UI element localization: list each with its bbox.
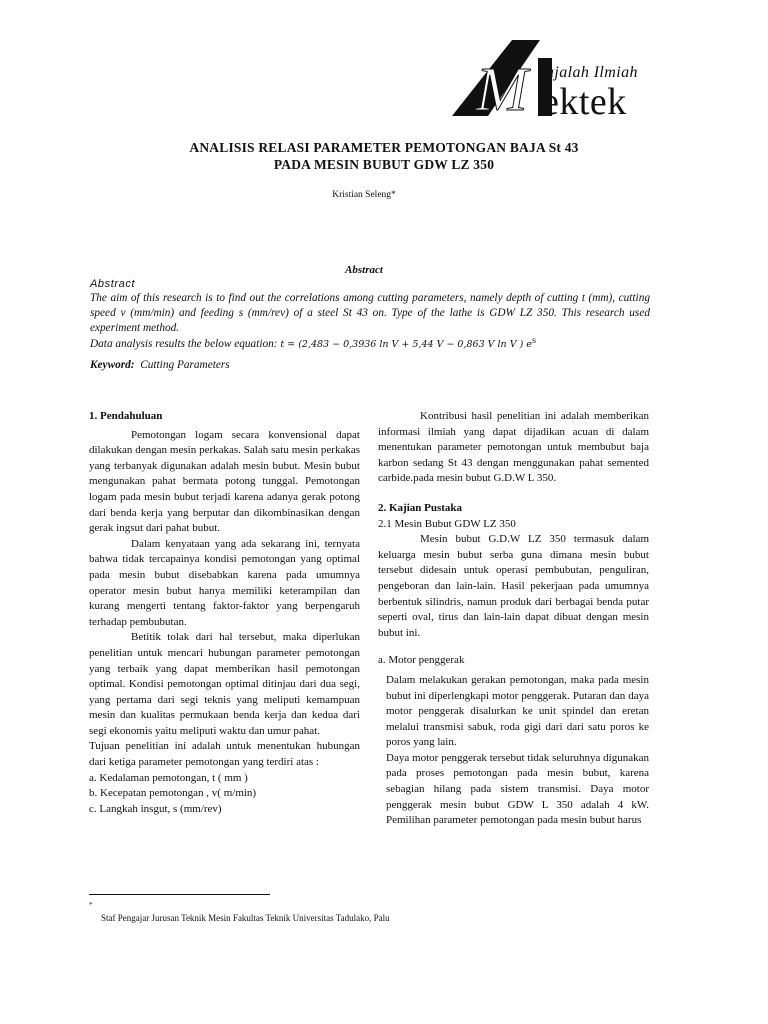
paper-title-line1: ANALISIS RELASI PARAMETER PEMOTONGAN BAJA St 43 bbox=[189, 140, 579, 155]
abstract-body bbox=[90, 291, 650, 352]
keyword-value: Cutting Parameters bbox=[140, 359, 230, 371]
paragraph: Pemotongan logam secara konvensional dapat dilakukan dengan mesin perkakas. Salah satu mesin perkakas yang terbanyak digunakan adalah mesin bubut. Mesin bubut mengunakan pahat bermata potong tunggal. Pemotongan logam pada mesin bubut terjadi karena adanya gerak potong dari benda kerja yang berputar dan dikombinasikan dengan gerak ingsut dari pahat bubut. bbox=[89, 428, 360, 535]
section-heading-pendahuluan: 1. Pendahuluan bbox=[89, 410, 163, 422]
paper-title-line2: PADA MESIN BUBUT GDW LZ 350 bbox=[273, 157, 495, 172]
left-column bbox=[89, 409, 360, 817]
abstract-label: Abstract bbox=[90, 278, 136, 290]
equation-intro: Data analysis results the below equation: bbox=[90, 338, 278, 351]
footnote-text: Staf Pengajar Jurusan Teknik Mesin Fakultas Teknik Universitas Tadulako, Palu bbox=[101, 913, 390, 923]
paragraph: Mesin bubut G.D.W LZ 350 termasuk dalam keluarga mesin bubut serba guna dimana mesin bubut tersebut didesain untuk operasi pembubutan, penguliran, pengeboran dan lain-lain. Hasil pekerjaan pada umumnya berbentuk silindris, namun produk dari berbagai benda putar seperti oval, tirus dan lain-lain dapat dibuat dengan mesin bubut ini. bbox=[378, 533, 649, 639]
journal-subtitle: ajalah Ilmiah bbox=[546, 64, 638, 81]
list-item: a. Kedalaman pemotongan, t ( mm ) bbox=[89, 771, 248, 784]
paragraph: Dalam kenyataan yang ada sekarang ini, ternyata bahwa tidak tercapainya kondisi pemotongan yang optimal pada mesin bubut disebabkan karena pada umumnya operator mesin bubut hanya memiliki keterampilan dan kurang mengerti tentang faktor-faktor yang berpengaruh terhadap pembubutan. bbox=[89, 537, 360, 628]
equation-sup: s bbox=[531, 336, 536, 345]
paragraph: Dalam melakukan gerakan pemotongan, maka pada mesin bubut ini diperlengkapi motor penggerak. Putaran dan daya motor penggerak disalurkan ke unit spindel dan eretan melalui transmisi sabuk, roda gigi dari dari satu poros ke poros yang lain. bbox=[386, 673, 649, 749]
subsection-heading: 2.1 Mesin Bubut GDW LZ 350 bbox=[378, 517, 516, 530]
equation: t = (2,483 − 0,3936 ln V + 5,44 V − 0,863 V ln V ) $e^s$ bbox=[280, 336, 536, 351]
abstract-heading: Abstract bbox=[345, 264, 383, 276]
subsection-heading-motor: a. Motor penggerak bbox=[378, 654, 465, 667]
abstract-text: The aim of this research is to find out the correlations among cutting parameters, namely depth of cutting t (mm), cutting speed v (mm/min) and feeding s (mm/rev) of a steel St 43 on. Type of the lathe is GDW LZ 350. This research used experiment method. bbox=[90, 292, 650, 334]
paragraph: Tujuan penelitian ini adalah untuk menentukan hubungan dari ketiga parameter pemotongan yang terdiri atas : bbox=[89, 740, 360, 769]
paragraph: Betitik tolak dari hal tersebut, maka diperlukan penelitian untuk mencari hubungan parameter pemotongan yang terbaik yang dapat memberikan hasil pemotongan optimal. Kondisi pemotongan optimal ditinjau dari dua segi, yang pertama dari segi teknis yang meliputi kemampuan mesin dan kualitas permukaan benda kerja dan kedua dari segi ekonomis yaitu meliputi waktu dan umur pahat. bbox=[89, 631, 360, 737]
logo-letter: M bbox=[476, 56, 528, 124]
list-item: b. Kecepatan pemotongan , v( m/min) bbox=[89, 787, 257, 800]
keywords bbox=[90, 359, 230, 371]
paragraph: Kontribusi hasil penelitian ini adalah memberikan informasi ilmiah yang dapat dijadikan acuan di dalam menentukan parameter pemotongan untuk membubut baja karbon sedang St 43 dengan menggunakan pahat semented carbide.pada mesin bubut G.D.W L 350. bbox=[378, 410, 649, 485]
footnote bbox=[89, 901, 390, 923]
footnote-rule bbox=[89, 894, 270, 895]
paragraph: Daya motor penggerak tersebut tidak seluruhnya digunakan pada proses pemotongan pada mesin bubut, karena sebagian hilang pada sistem transmisi. Daya motor penggerak mesin bubut GDW L 350 adalah 4 kW. Pemilihan parameter pemotongan pada mesin bubut harus bbox=[386, 751, 649, 827]
abstract-equation-line bbox=[90, 336, 650, 352]
author: Kristian Seleng* bbox=[332, 190, 396, 200]
right-column bbox=[378, 409, 649, 829]
keyword-label: Keyword: bbox=[90, 359, 135, 371]
section-heading-kajian: 2. Kajian Pustaka bbox=[378, 501, 463, 514]
journal-name: ektek bbox=[542, 81, 627, 123]
footnote-mark: * bbox=[89, 901, 93, 909]
list-item: c. Langkah insgut, s (mm/rev) bbox=[89, 802, 222, 815]
